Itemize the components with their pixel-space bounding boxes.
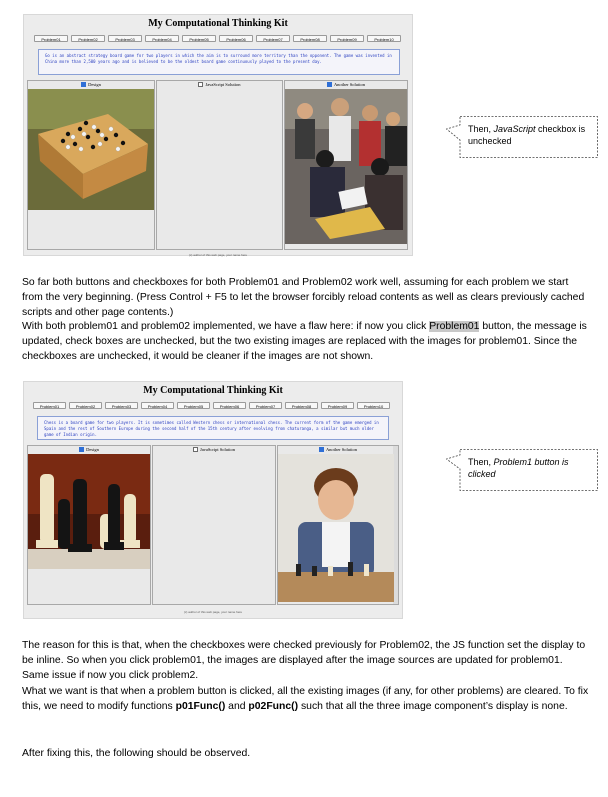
another-panel (284, 80, 408, 250)
callout-2-text: Then, Problem1 button is clicked (468, 457, 569, 479)
tab-problem01[interactable]: Problem01 (33, 402, 66, 409)
screenshot-chess (23, 381, 403, 619)
another-label: Another Solution (333, 82, 366, 87)
chess-pieces-image (28, 454, 150, 569)
tab-problem10[interactable]: Problem10 (357, 402, 390, 409)
another-panel-2 (277, 445, 399, 605)
paragraph-2: With both problem01 and problem02 implemented, we have a flaw here: if now you click Problem01 button, the message is updated, check boxes are unchecked, but the two existing images are replaced with the images for problem01. Since the checkboxes are unchecked, it would be cleaner if the images are not shown. (22, 321, 587, 362)
paragraph-4: What we want is that when a problem button is clicked, all the existing images (if any, for other problems) are cleared. To fix this, we need to modify functions p01Func() and p02Func() such that all the three image component’s display is none. (22, 686, 589, 712)
js-label-2: JavaScript Solution (199, 447, 236, 452)
page-title: My Computational Thinking Kit (148, 18, 288, 29)
paragraph-5: After fixing this, the following should be observed. (22, 748, 251, 759)
tab-problem10[interactable]: Problem10 (367, 35, 401, 42)
problem-description-2: Chess is a board game for two players. It is sometimes called Western chess or international chess. The current form of the game emerged in Spain and the rest of Southern Europe during the second half of the 15th century after evolving from chaturanga, a similar but much older game of Indian origin. (37, 416, 389, 440)
design-checkbox-2[interactable] (79, 447, 84, 452)
another-checkbox-2[interactable] (319, 447, 324, 452)
tab-problem04[interactable]: Problem04 (141, 402, 174, 409)
js-checkbox-2[interactable] (193, 447, 198, 452)
tab-problem09[interactable]: Problem09 (321, 402, 354, 409)
go-board-image (28, 89, 154, 210)
js-checkbox[interactable] (198, 82, 203, 87)
tab-problem04[interactable]: Problem04 (145, 35, 179, 42)
tab-problem06[interactable]: Problem06 (219, 35, 253, 42)
js-panel-2 (152, 445, 276, 605)
paragraph-3: The reason for this is that, when the checkboxes were checked previously for Problem02, the JS function set the display to be inline. So when you click problem01, the images are displayed after the image sources are updated for problem01. Same issue if now you click problem2. (22, 640, 586, 681)
design-label-2: Design (86, 447, 99, 452)
paragraph-1: So far both buttons and checkboxes for both Problem01 and Problem02 work well, assuming for each problem we start from the very beginning. (Press Control + F5 to let the browser forcibly reload contents as well as clears previously cached scripts and other page contents.) (22, 277, 585, 318)
js-panel (156, 80, 283, 250)
tab-problem03[interactable]: Problem03 (105, 402, 138, 409)
problem-tabs (34, 35, 401, 42)
design-panel (27, 80, 155, 250)
tab-problem01[interactable]: Problem01 (34, 35, 68, 42)
tab-problem07[interactable]: Problem07 (256, 35, 290, 42)
tab-problem08[interactable]: Problem08 (285, 402, 318, 409)
tab-problem08[interactable]: Problem08 (293, 35, 327, 42)
problem-description: Go is an abstract strategy board game for two players in which the aim is to surround more territory than the opponent. The game was invented in China more than 2,500 years ago and is believed to be the oldest board game continuously played to the present day. (38, 49, 400, 75)
boy-chess-photo (278, 454, 394, 602)
tab-problem02[interactable]: Problem02 (69, 402, 102, 409)
design-checkbox[interactable] (81, 82, 86, 87)
footer-note-2: (c) author of this web page, your name here (183, 610, 243, 614)
tab-problem02[interactable]: Problem02 (71, 35, 105, 42)
tab-problem05[interactable]: Problem05 (182, 35, 216, 42)
tab-problem09[interactable]: Problem09 (330, 35, 364, 42)
problem-tabs-2 (33, 402, 390, 409)
callout-1-text: Then, JavaScript checkbox is unchecked (468, 124, 586, 146)
problem01-highlight: Problem01 (429, 321, 480, 332)
design-panel-2 (27, 445, 151, 605)
screenshot-go (23, 14, 413, 256)
footer-note: (c) author of this web page, your name here (188, 253, 248, 257)
tab-problem06[interactable]: Problem06 (213, 402, 246, 409)
tab-problem05[interactable]: Problem05 (177, 402, 210, 409)
page-title-2: My Computational Thinking Kit (143, 385, 283, 396)
another-label-2: Another Solution (325, 447, 358, 452)
func-p01: p01Func() (175, 701, 226, 712)
tab-problem03[interactable]: Problem03 (108, 35, 142, 42)
design-label: Design (88, 82, 101, 87)
players-photo (285, 89, 407, 244)
func-p02: p02Func() (248, 701, 299, 712)
js-label: JavaScript Solution (205, 82, 241, 87)
another-checkbox[interactable] (327, 82, 332, 87)
tab-problem07[interactable]: Problem07 (249, 402, 282, 409)
